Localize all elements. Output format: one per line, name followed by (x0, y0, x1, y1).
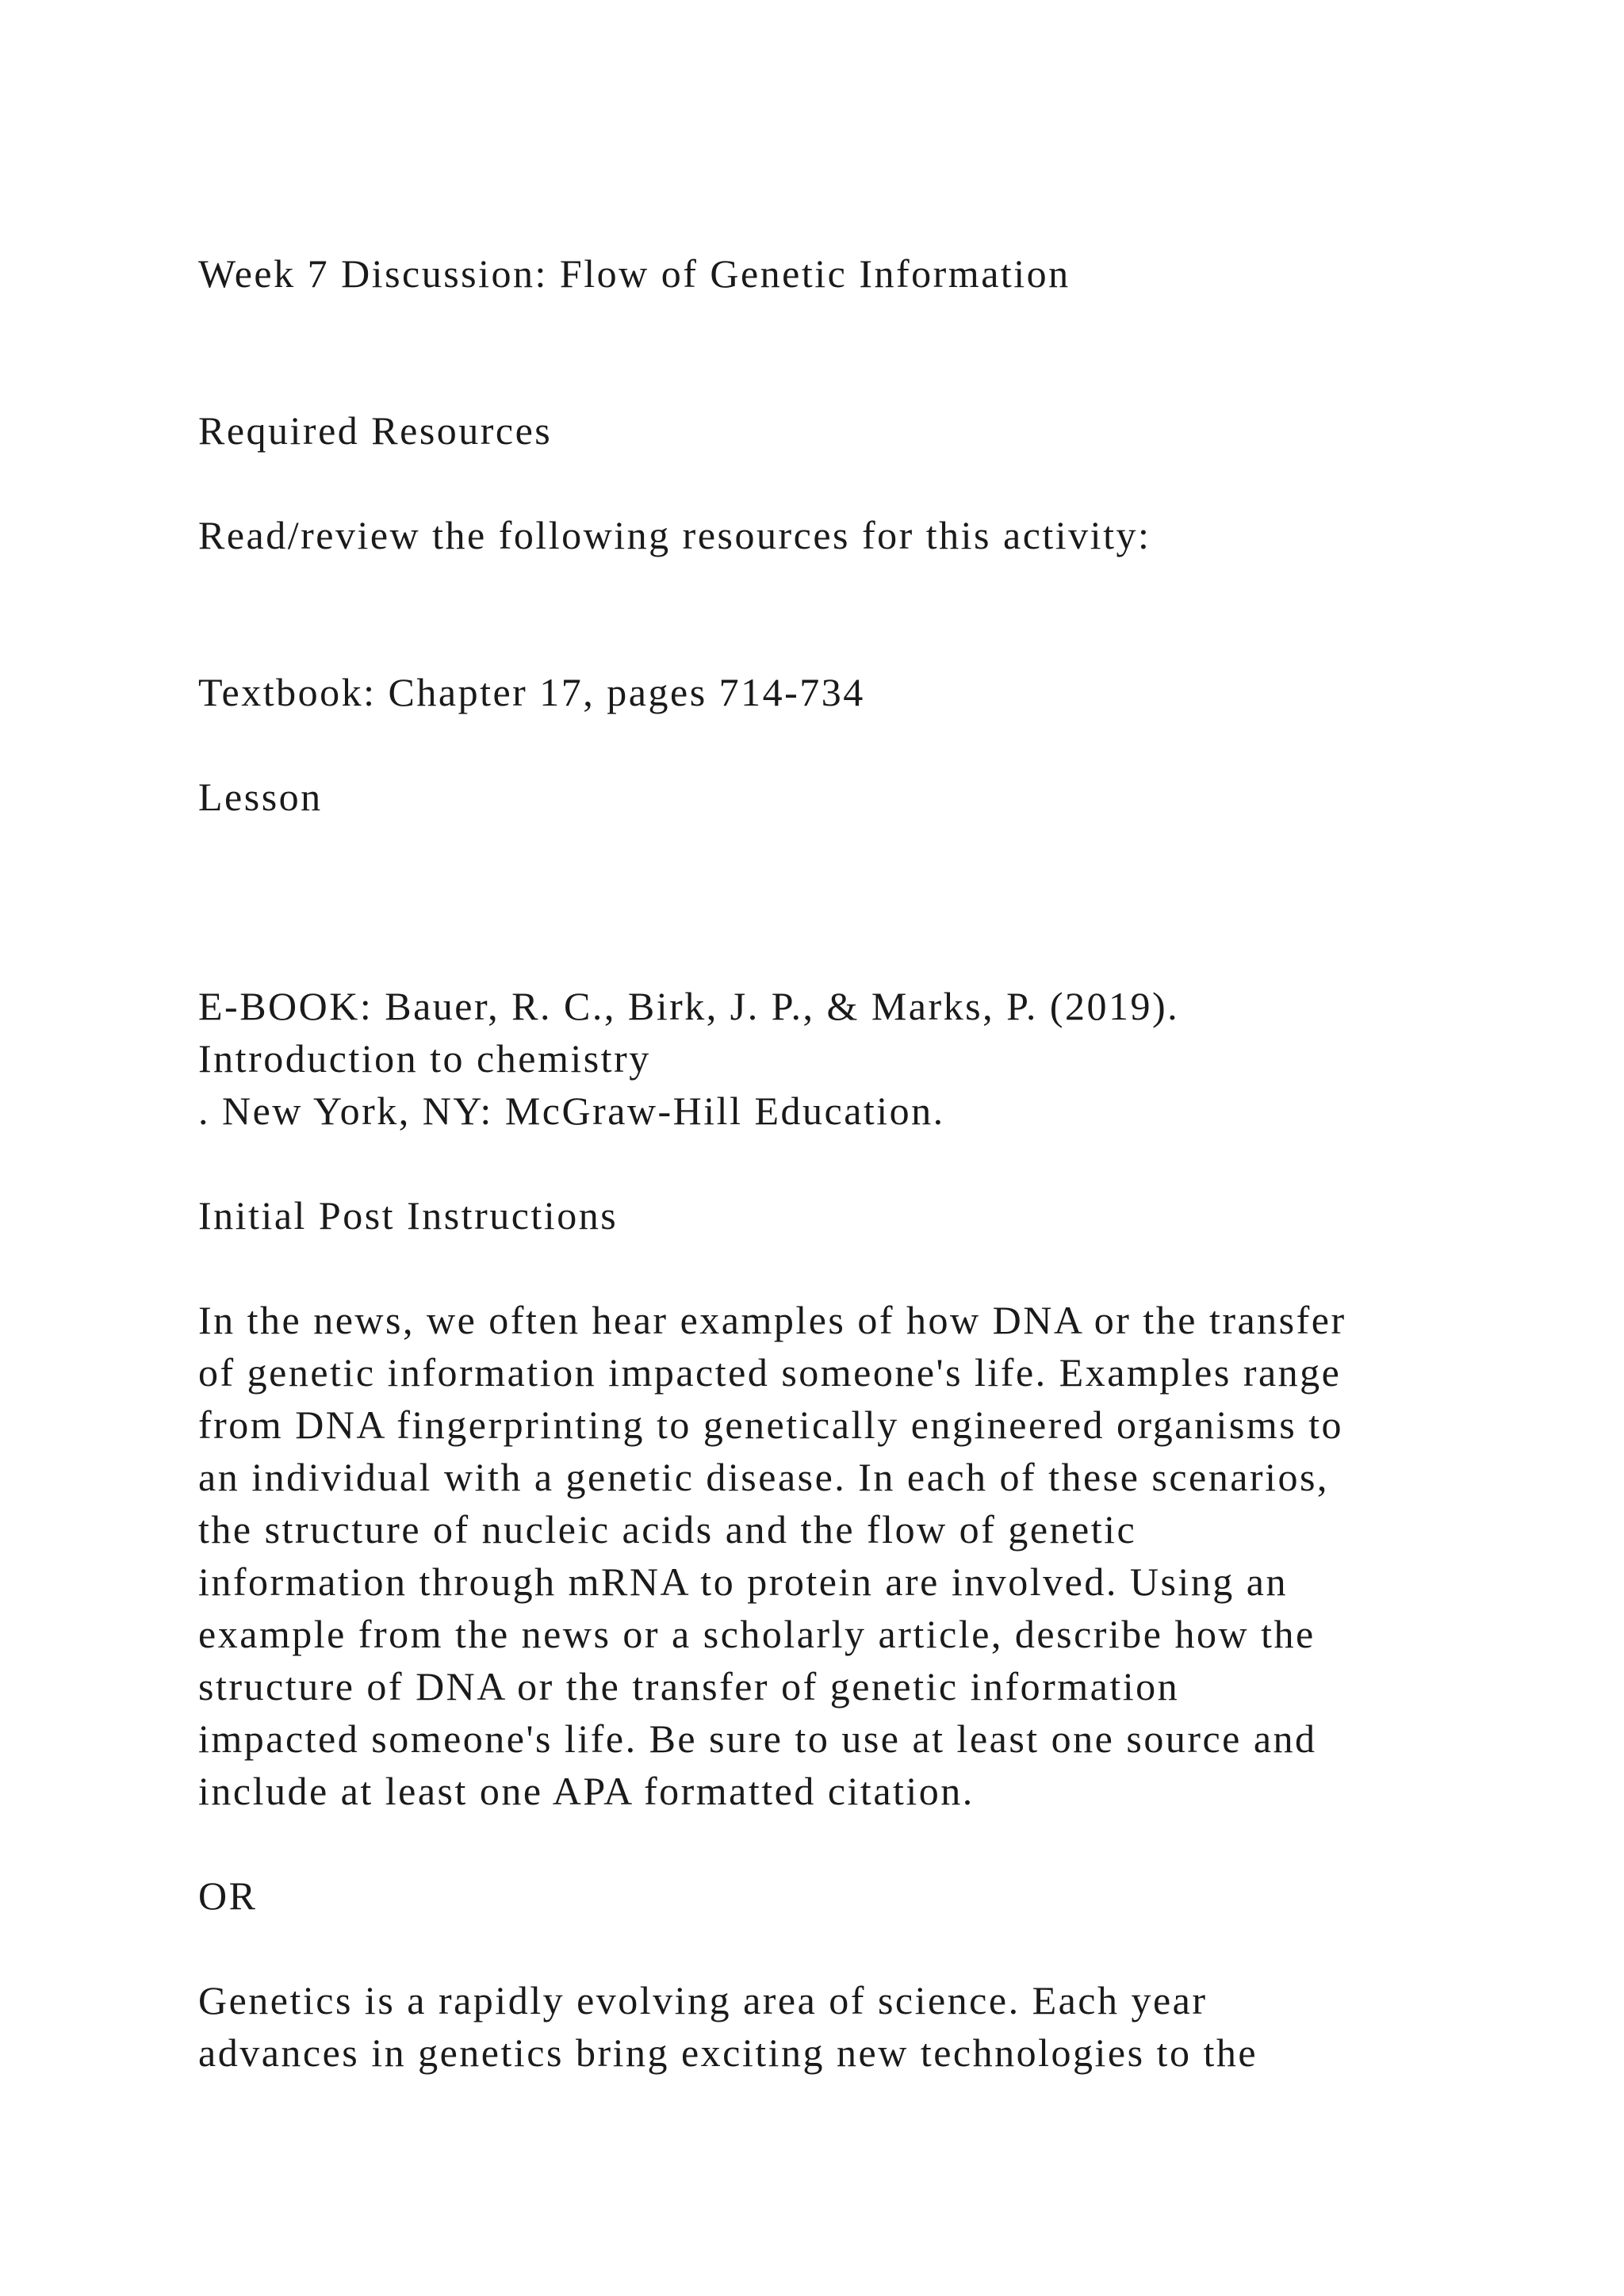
ebook-citation-line: . New York, NY: McGraw-Hill Education. (198, 1089, 945, 1133)
paragraph-line: an individual with a genetic disease. In each of these scenarios, (198, 1455, 1329, 1499)
lesson-resource: Lesson (198, 775, 323, 819)
ebook-citation-line: E-BOOK: Bauer, R. C., Birk, J. P., & Marks, P. (2019). (198, 984, 1180, 1028)
paragraph-line: of genetic information impacted someone's life. Examples range (198, 1350, 1342, 1395)
paragraph-line: from DNA fingerprinting to genetically engineered organisms to (198, 1402, 1344, 1447)
paragraph-line: include at least one APA formatted citation. (198, 1769, 975, 1813)
or-separator: OR (198, 1873, 258, 1918)
paragraph-line: information through mRNA to protein are involved. Using an (198, 1559, 1288, 1604)
paragraph-line: advances in genetics bring exciting new technologies to the (198, 2030, 1258, 2075)
document-title: Week 7 Discussion: Flow of Genetic Information (198, 251, 1071, 296)
paragraph-line: In the news, we often hear examples of how DNA or the transfer (198, 1298, 1346, 1342)
textbook-resource: Textbook: Chapter 17, pages 714-734 (198, 670, 865, 714)
required-resources-heading: Required Resources (198, 408, 553, 453)
paragraph-line: structure of DNA or the transfer of genetic information (198, 1664, 1180, 1709)
paragraph-line: impacted someone's life. Be sure to use at least one source and (198, 1716, 1317, 1761)
read-review-instruction: Read/review the following resources for this activity: (198, 513, 1151, 557)
ebook-citation-line: Introduction to chemistry (198, 1036, 651, 1081)
paragraph-line: the structure of nucleic acids and the flow of genetic (198, 1507, 1137, 1552)
paragraph-line: example from the news or a scholarly article, describe how the (198, 1612, 1316, 1656)
paragraph-line: Genetics is a rapidly evolving area of science. Each year (198, 1978, 1208, 2022)
initial-post-heading: Initial Post Instructions (198, 1193, 619, 1238)
